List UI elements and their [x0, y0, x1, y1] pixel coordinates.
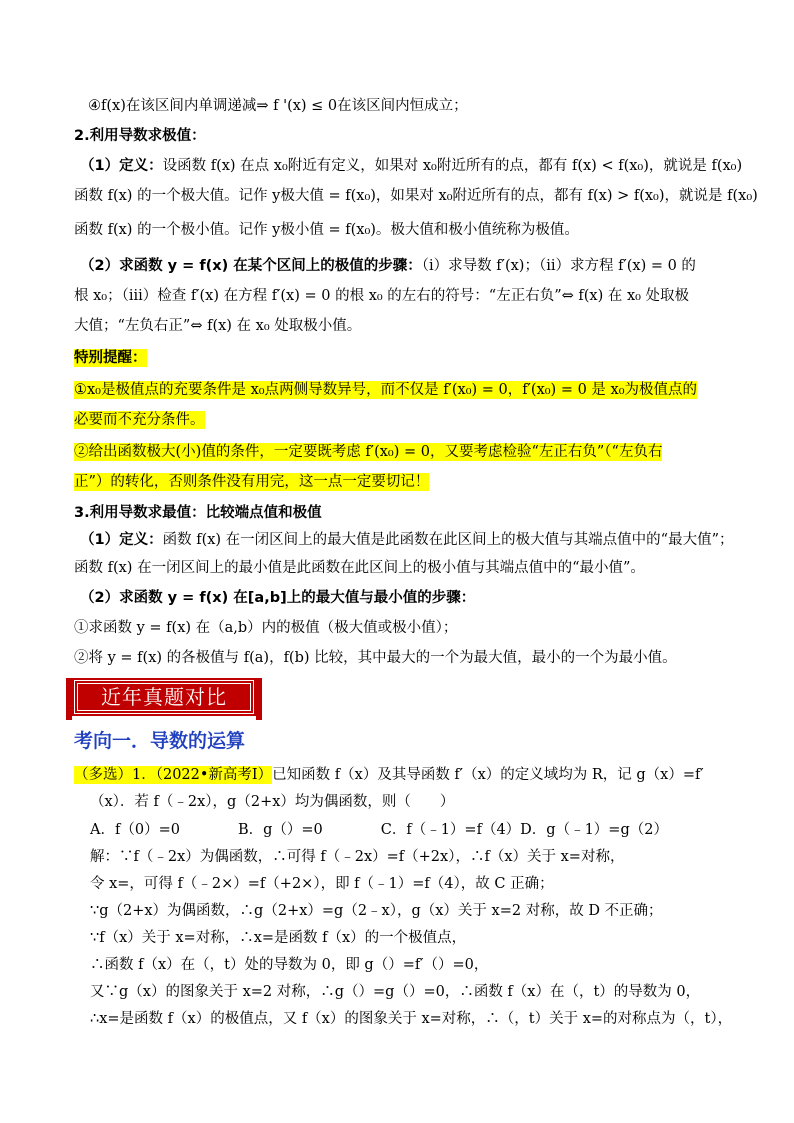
problem-options: A．f（0）=0 B．g（）=0 C．f（﹣1）=f（4）D．g（﹣1）=g（2） [90, 822, 668, 838]
problem-stem: （x）．若 f（﹣2x），g（2+x）均为偶函数，则（ ） [90, 794, 455, 810]
text-line: ④f(x)在该区间内单调递减⇒ f '(x) ≤ 0在该区间内恒成立； [88, 98, 468, 114]
label: （1）定义： [80, 158, 163, 174]
tip-line [74, 472, 429, 492]
label: （1）定义： [80, 532, 163, 548]
solution-line: ∴函数 f（x）在（，t）处的导数为 0，即 g（）=f′（）=0， [90, 957, 489, 973]
tip-heading [74, 348, 147, 368]
tip-line [74, 410, 205, 430]
text: 函数 f(x) 在一闭区间上的最大值是此函数在此区间上的极大值与其端点值中的“最大值”； [162, 532, 734, 548]
tip-text: 正”）的转化，否则条件没有用完，这一点一定要切记！ [74, 474, 430, 490]
text-line: 函数 f(x) 的一个极大值。记作 y极大值 = f(x₀)，如果对 x₀附近所有的点，都有 f(x) > f(x₀)，就说是 f(x₀) [74, 188, 758, 204]
text-line: 大值；“左负右正”⇔ f(x) 在 x₀ 处取极小值。 [74, 318, 362, 334]
text-line: ①求函数 y = f(x) 在（a,b）内的极值（极大值或极小值）； [74, 620, 458, 636]
text-line: ②将 y = f(x) 的各极值与 f(a)，f(b) 比较，其中最大的一个为最大值，最小的一个为最小值。 [74, 650, 677, 666]
tip-line [74, 442, 662, 462]
text-line [80, 156, 742, 176]
section-title: 考向一．导数的运算 [74, 730, 246, 752]
tip-text: ②给出函数极大(小)值的条件，一定要既考虑 f′(x₀) = 0，又要考虑检验“左正右负”（“左负右 [74, 444, 663, 460]
problem-text: 已知函数 f（x）及其导函数 f′（x）的定义域均为 R，记 g（x）=f′ [272, 767, 704, 783]
label: （2）求函数 y = f(x) 在某个区间上的极值的步骤： [80, 258, 422, 274]
tip-line [74, 380, 697, 400]
solution-line: 又∵g（x）的图象关于 x=2 对称，∴g（）=g（）=0，∴函数 f（x）在（，t）的导数为 0， [90, 984, 701, 1000]
tip-label: 特别提醒： [74, 350, 147, 366]
solution-line: ∴x=是函数 f（x）的极值点，又 f（x）的图象关于 x=对称，∴（，t）关于 x=的对称点为（，t）， [90, 1011, 733, 1027]
text-line: 函数 f(x) 的一个极小值。记作 y极小值 = f(x₀)。极大值和极小值统称为极值。 [74, 222, 579, 238]
solution-line: ∵g（2+x）为偶函数，∴g（2+x）=g（2﹣x），g（x）关于 x=2 对称，故 D 不正确； [90, 903, 663, 919]
text-line: 函数 f(x) 在一闭区间上的最小值是此函数在此区间上的极小值与其端点值中的“最小值”。 [74, 560, 645, 576]
text-line [80, 256, 696, 276]
problem-stem [74, 765, 704, 785]
text-line: （2）求函数 y = f(x) 在[a,b]上的最大值与最小值的步骤： [80, 590, 476, 606]
text-line [80, 530, 734, 550]
text: 设函数 f(x) 在点 x₀附近有定义，如果对 x₀附近所有的点，都有 f(x) < f(x₀)，就说是 f(x₀) [162, 158, 743, 174]
tip-text: ①x₀是极值点的充要条件是 x₀点两侧导数异号，而不仅是 f′(x₀) = 0，f′(x₀) = 0 是 x₀为极值点的 [74, 382, 698, 398]
solution-line: ∵f（x）关于 x=对称，∴x=是函数 f（x）的一个极值点， [90, 930, 467, 946]
problem-tag: （多选）1．（2022•新高考Ⅰ） [74, 767, 273, 783]
section-heading: 3.利用导数求最值：比较端点值和极值 [74, 505, 322, 521]
solution-line: 解：∵f（﹣2x）为偶函数，∴可得 f（﹣2x）=f（+2x），∴f（x）关于 x=对称， [90, 849, 625, 865]
text-line: 根 x₀；（iii）检查 f′(x) 在方程 f′(x) = 0 的根 x₀ 的左右的符号：“左正右负”⇔ f(x) 在 x₀ 处取极 [74, 288, 690, 304]
section-heading: 2.利用导数求极值： [74, 128, 206, 144]
solution-line: 令 x=，可得 f（﹣2×）=f（+2×），即 f（﹣1）=f（4），故 C 正确； [90, 876, 554, 892]
section-banner: 近年真题对比 [74, 680, 254, 714]
tip-text: 必要而不充分条件。 [74, 412, 205, 428]
text: （i）求导数 f′(x)；（ii）求方程 f′(x) = 0 的 [421, 258, 696, 274]
